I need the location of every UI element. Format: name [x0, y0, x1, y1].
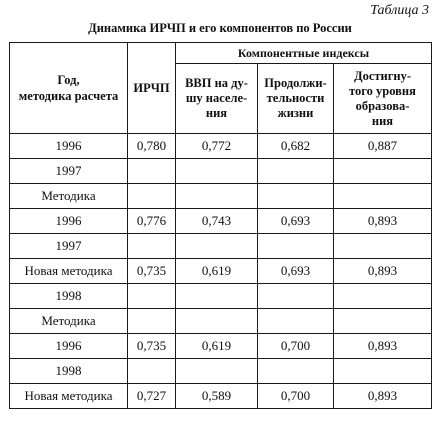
gdp-index-cell: [176, 359, 258, 384]
table-row: [10, 184, 432, 209]
hdi-value-cell: 0,727: [128, 384, 176, 409]
life-index-cell: 0,682: [258, 134, 334, 159]
table-row: [10, 259, 432, 284]
hdi-value-cell: [128, 284, 176, 309]
hdi-value-cell: 0,735: [128, 259, 176, 284]
hdi-value-cell: 0,780: [128, 134, 176, 159]
life-index-cell: [258, 284, 334, 309]
education-index-cell: [334, 359, 432, 384]
hdi-value-cell: 0,735: [128, 334, 176, 359]
life-index-cell: [258, 359, 334, 384]
table-row: [10, 284, 432, 309]
row-label-cell: 1998: [10, 359, 128, 384]
education-index-cell: 0,893: [334, 209, 432, 234]
table-row: [10, 159, 432, 184]
hdi-dynamics-table: [9, 42, 432, 409]
column-header-gdp: ВВП на ду- шу населе- ния: [176, 64, 258, 134]
education-index-cell: [334, 284, 432, 309]
gdp-index-cell: [176, 234, 258, 259]
table-body: [10, 134, 432, 409]
column-header-education: Достигну- того уровня образова- ния: [334, 64, 432, 134]
row-label-cell: Методика: [10, 184, 128, 209]
education-index-cell: [334, 234, 432, 259]
gdp-index-cell: [176, 184, 258, 209]
table-row: [10, 334, 432, 359]
column-header-life-expectancy: Продолжи- тельности жизни: [258, 64, 334, 134]
row-label-cell: 1997: [10, 159, 128, 184]
hdi-value-cell: 0,776: [128, 209, 176, 234]
education-index-cell: [334, 159, 432, 184]
row-label-cell: 1996: [10, 334, 128, 359]
hdi-value-cell: [128, 234, 176, 259]
life-index-cell: [258, 184, 334, 209]
hdi-value-cell: [128, 359, 176, 384]
column-header-hdi: ИРЧП: [128, 43, 176, 134]
gdp-index-cell: 0,619: [176, 259, 258, 284]
education-index-cell: [334, 309, 432, 334]
gdp-index-cell: 0,589: [176, 384, 258, 409]
column-group-component-indices: Компонентные индексы: [176, 43, 432, 64]
life-index-cell: [258, 234, 334, 259]
life-index-cell: 0,693: [258, 259, 334, 284]
row-label-cell: 1997: [10, 234, 128, 259]
row-label-cell: 1998: [10, 284, 128, 309]
table-row: [10, 384, 432, 409]
row-label-cell: Новая методика: [10, 259, 128, 284]
life-index-cell: 0,700: [258, 334, 334, 359]
table-number-label: Таблица 3: [370, 3, 429, 18]
life-index-cell: 0,693: [258, 209, 334, 234]
education-index-cell: 0,893: [334, 334, 432, 359]
gdp-index-cell: [176, 159, 258, 184]
gdp-index-cell: 0,743: [176, 209, 258, 234]
gdp-index-cell: 0,619: [176, 334, 258, 359]
life-index-cell: 0,700: [258, 384, 334, 409]
table-row: [10, 209, 432, 234]
table-title: Динамика ИРЧП и его компонентов по России: [88, 21, 352, 35]
gdp-index-cell: [176, 309, 258, 334]
education-index-cell: 0,893: [334, 384, 432, 409]
table-row: [10, 134, 432, 159]
hdi-value-cell: [128, 309, 176, 334]
row-label-cell: Методика: [10, 309, 128, 334]
table-row: [10, 309, 432, 334]
life-index-cell: [258, 159, 334, 184]
table-row: [10, 359, 432, 384]
education-index-cell: 0,887: [334, 134, 432, 159]
row-label-cell: Новая методика: [10, 384, 128, 409]
gdp-index-cell: [176, 284, 258, 309]
life-index-cell: [258, 309, 334, 334]
hdi-value-cell: [128, 159, 176, 184]
hdi-value-cell: [128, 184, 176, 209]
education-index-cell: 0,893: [334, 259, 432, 284]
row-header-year-method: Год, методика расчета: [10, 43, 128, 134]
gdp-index-cell: 0,772: [176, 134, 258, 159]
row-label-cell: 1996: [10, 134, 128, 159]
table-row: [10, 234, 432, 259]
education-index-cell: [334, 184, 432, 209]
row-label-cell: 1996: [10, 209, 128, 234]
